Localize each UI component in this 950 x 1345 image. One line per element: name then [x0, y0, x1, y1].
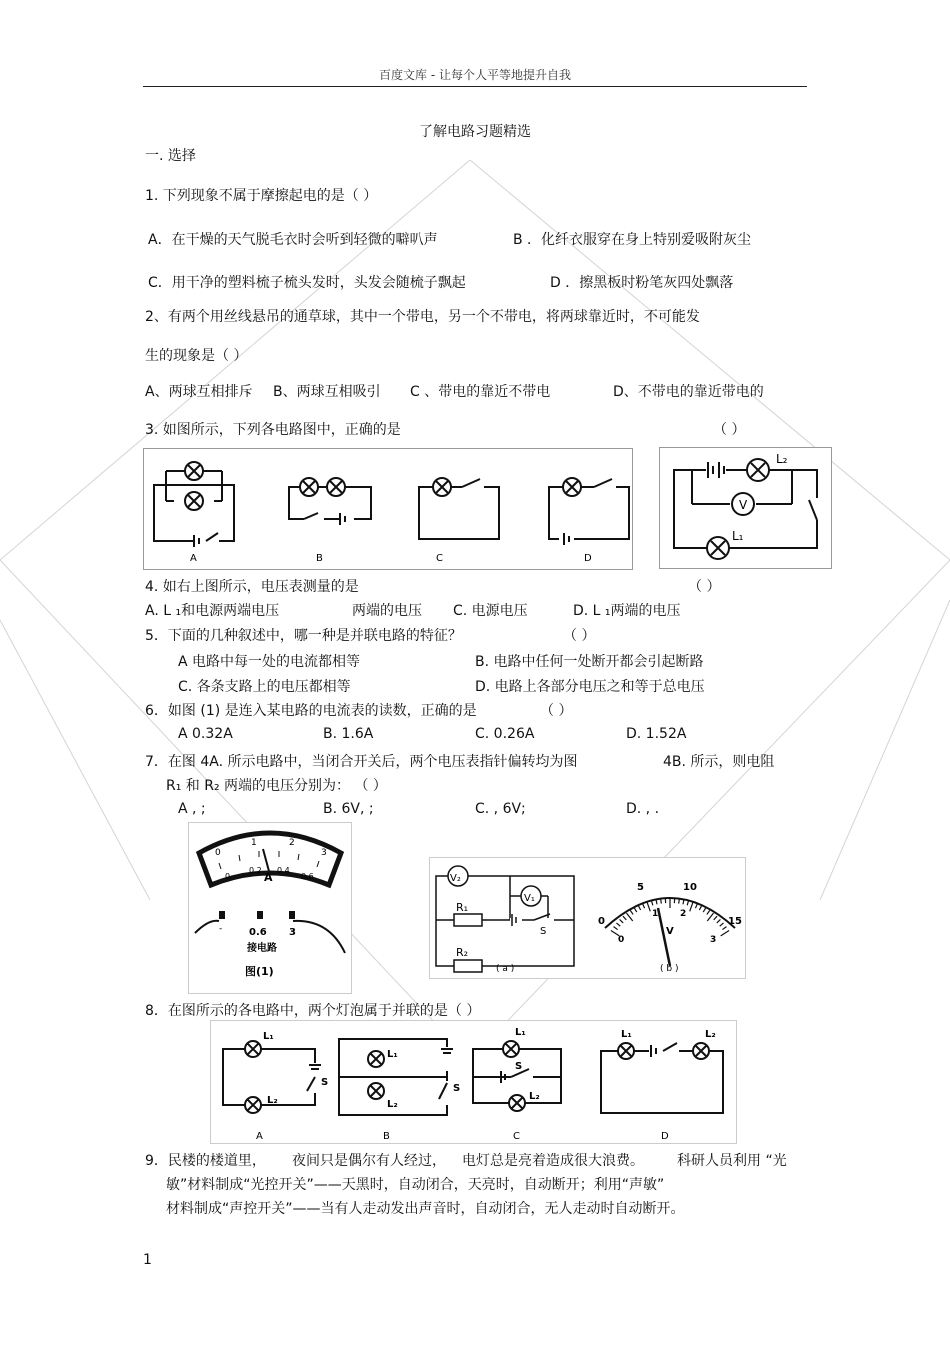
q6-stem: 6．如图 (1) 是连入某电路的电流表的读数，正确的是: [145, 703, 477, 719]
q5-option-d: D. 电路上各部分电压之和等于总电压: [475, 679, 705, 695]
dial-tick: [695, 904, 697, 909]
q8-circuits-figure: [210, 1020, 737, 1144]
q1-option-b: B ．化纤衣服穿在身上特别爱吸附灰尘: [513, 232, 752, 248]
q8-d-l2: L₂: [705, 1029, 716, 1040]
q4-answer-paren: （ ）: [688, 579, 721, 595]
q4-fig-l2: L₂: [776, 452, 788, 466]
q7-option-c: C. , 6V;: [475, 801, 526, 817]
page-number: 1: [143, 1252, 152, 1268]
dial-tick: [679, 899, 680, 904]
dial-tick: [721, 930, 729, 935]
fig4-caption-b: ( b ): [660, 964, 679, 974]
q8-b-l1: L₁: [387, 1049, 398, 1060]
q1-option-c: C．用干净的塑料梳子梳头发时，头发会随梳子飘起: [148, 275, 466, 291]
q8-label-d: D: [661, 1131, 669, 1142]
fig4-figure: [429, 857, 746, 979]
q8-c-l2: L₂: [529, 1091, 540, 1102]
fig4-dial-top-3: 15: [728, 916, 742, 927]
q4-option-c: C. 电源电压: [453, 603, 528, 619]
q3-answer-paren: （ ）: [713, 422, 746, 438]
q2-option-b: B、两球互相吸引: [273, 384, 381, 400]
q8-stem: 8．在图所示的各电路中，两个灯泡属于并联的是（ ）: [145, 1003, 481, 1019]
q2-line2: 生的现象是（ ）: [145, 348, 248, 364]
q5-stem: 5．下面的几种叙述中，哪一种是并联电路的特征？: [145, 628, 462, 644]
q4-fig-l1: L₁: [732, 529, 744, 543]
dial-tick: [627, 913, 633, 921]
q7-line1b: 4B. 所示，则电阻: [663, 754, 775, 770]
section-heading: 一. 选择: [145, 148, 196, 164]
dial-tick: [616, 923, 620, 926]
ammeter-drawing: [189, 823, 351, 993]
fig4-v2: V₂: [450, 873, 461, 884]
q8-label-a: A: [256, 1131, 263, 1142]
q8-label-c: C: [513, 1131, 520, 1142]
ammeter-bottom-3: 0.6: [301, 872, 314, 881]
q6-answer-paren: （ ）: [540, 703, 573, 719]
q8-b-l2: L₂: [387, 1099, 398, 1110]
ammeter-connect-label: 接电路: [247, 943, 277, 954]
ammeter-top-0: 0: [215, 848, 221, 858]
q3-stem: 3. 如图所示，下列各电路图中，正确的是: [145, 422, 401, 438]
q6-option-c: C. 0.26A: [475, 726, 535, 742]
q1-option-d: D ．擦黑板时粉笔灰四处飘落: [550, 275, 734, 291]
q5-answer-paren: （ ）: [563, 628, 596, 644]
dial-tick: [638, 906, 640, 910]
q8-circuits-drawing: [211, 1021, 736, 1143]
q9-line1a: 9．民楼的楼道里，: [145, 1153, 266, 1169]
q4-option-b: 两端的电压: [352, 603, 422, 619]
ammeter-top-1: 1: [251, 838, 257, 848]
ammeter-symbol: A: [264, 871, 273, 884]
q9-line2: 敏”材料制成“光控开关”——天黑时，自动闭合，天亮时，自动断开；利用“声敏”: [166, 1177, 665, 1193]
q8-c-switch: S: [515, 1061, 523, 1072]
q6-option-d: D. 1.52A: [626, 726, 687, 742]
header-rule: [143, 86, 807, 87]
q9-line1c: 电灯总是亮着造成很大浪费。: [462, 1153, 644, 1169]
q4-circuit-figure: [659, 447, 832, 569]
q8-a-l1: L₁: [263, 1031, 274, 1042]
ammeter-figure: [188, 822, 352, 994]
fig4-dial-bottom-0: 0: [618, 935, 625, 945]
dial-tick: [703, 908, 706, 912]
ammeter-top-2: 2: [289, 838, 295, 848]
q4-circuit-drawing: [660, 448, 831, 568]
q3-label-a: A: [190, 553, 197, 564]
q4-option-d: D. L ₁两端的电压: [573, 603, 681, 619]
ammeter-term-06: 0.6: [249, 927, 267, 938]
ammeter-caption: 图(1): [245, 965, 274, 978]
fig4-dial-bottom-3: 3: [710, 935, 717, 945]
dial-tick: [647, 902, 650, 911]
q2-option-d: D、不带电的靠近带电的: [613, 384, 764, 400]
fig4-dial-bottom-2: 2: [680, 909, 687, 919]
q8-c-l1: L₁: [515, 1027, 526, 1038]
q7-option-b: B. 6V, ;: [323, 801, 374, 817]
q8-label-b: B: [383, 1131, 390, 1142]
q1-option-a: A．在干燥的天气脱毛衣时会听到轻微的噼叭声: [148, 232, 438, 248]
q8-a-l2: L₂: [267, 1095, 278, 1106]
fig4-dial-top-0: 0: [598, 916, 605, 927]
q3-label-c: C: [436, 553, 443, 564]
q4-fig-voltmeter: V: [739, 498, 748, 512]
q2-option-c: C 、带电的靠近不带电: [410, 384, 551, 400]
ammeter-bottom-0: 0: [225, 872, 231, 881]
q2-option-a: A、两球互相排斥: [145, 384, 253, 400]
fig4-dial-top-2: 10: [683, 882, 697, 893]
fig4-r1: R₁: [456, 901, 469, 914]
q3-circuits-figure: [143, 448, 633, 570]
q8-d-l1: L₁: [621, 1029, 632, 1040]
ammeter-term-3: 3: [289, 927, 296, 938]
dial-tick: [717, 919, 721, 922]
q3-label-b: B: [316, 553, 323, 564]
ammeter-bottom-1: 0.2: [249, 866, 262, 875]
q4-option-a: A. L ₁和电源两端电压: [145, 603, 280, 619]
q2-line1: 2、有两个用丝线悬吊的通草球，其中一个带电，另一个不带电，将两球靠近时，不可能发: [145, 309, 700, 325]
q5-option-b: B. 电路中任何一处断开都会引起断路: [475, 654, 704, 670]
q4-stem: 4. 如右上图所示，电压表测量的是: [145, 579, 359, 595]
q9-line1d: 科研人员利用 “光: [677, 1153, 787, 1169]
q6-option-b: B. 1.6A: [323, 726, 374, 742]
document-title: 了解电路习题精选: [419, 124, 531, 140]
fig4-caption-a: ( a ): [496, 964, 515, 974]
q9-line3: 材料制成“声控开关”——当有人走动发出声音时，自动闭合，无人走动时自动断开。: [166, 1201, 685, 1217]
q1-stem: 1. 下列现象不属于摩擦起电的是（ ）: [145, 188, 378, 204]
q6-option-a: A 0.32A: [178, 726, 233, 742]
dial-tick: [634, 908, 637, 912]
fig4-v1: V₁: [524, 893, 535, 904]
fig4-dial-top-1: 5: [637, 882, 644, 893]
dial-tick: [699, 906, 701, 910]
q3-label-d: D: [584, 553, 592, 564]
dial-tick: [623, 916, 626, 920]
dial-tick: [620, 919, 624, 922]
q7-line1a: 7．在图 4A. 所示电路中，当闭合开关后，两个电压表指针偏转均为图: [145, 754, 578, 770]
q7-line2: R₁ 和 R₂ 两端的电压分别为： （ ）: [166, 778, 387, 794]
q5-option-c: C. 各条支路上的电压都相等: [178, 679, 351, 695]
q5-option-a: A 电路中每一处的电流都相等: [178, 654, 361, 670]
page-header: 百度文库 - 让每个人平等地提升自我: [379, 68, 571, 82]
dial-tick: [661, 899, 662, 904]
fig4-dial-v: V: [666, 926, 674, 937]
ammeter-top-3: 3: [321, 848, 327, 858]
q7-option-a: A , ;: [178, 801, 206, 817]
dial-tick: [643, 904, 645, 909]
ammeter-bottom-2: 0.4: [277, 866, 290, 875]
dial-tick: [614, 927, 618, 930]
q8-a-switch: S: [321, 1077, 329, 1088]
q7-option-d: D. , .: [626, 801, 660, 817]
fig4-drawing: [430, 858, 745, 978]
dial-tick: [630, 910, 633, 914]
fig4-r2: R₂: [456, 946, 469, 959]
dial-tick: [722, 927, 726, 930]
dial-tick: [707, 910, 710, 914]
dial-tick: [707, 913, 713, 921]
ammeter-term-neg: -: [219, 924, 223, 934]
q9-line1b: 夜间只是偶尔有人经过，: [292, 1153, 446, 1169]
q3-circuits-drawing: [144, 449, 632, 569]
dial-tick: [690, 902, 693, 911]
dial-tick: [714, 916, 717, 920]
q8-b-switch: S: [453, 1083, 461, 1094]
fig4-switch: S: [540, 926, 547, 937]
fig4-dial-bottom-1: 1: [652, 909, 659, 919]
dial-tick: [720, 923, 724, 926]
